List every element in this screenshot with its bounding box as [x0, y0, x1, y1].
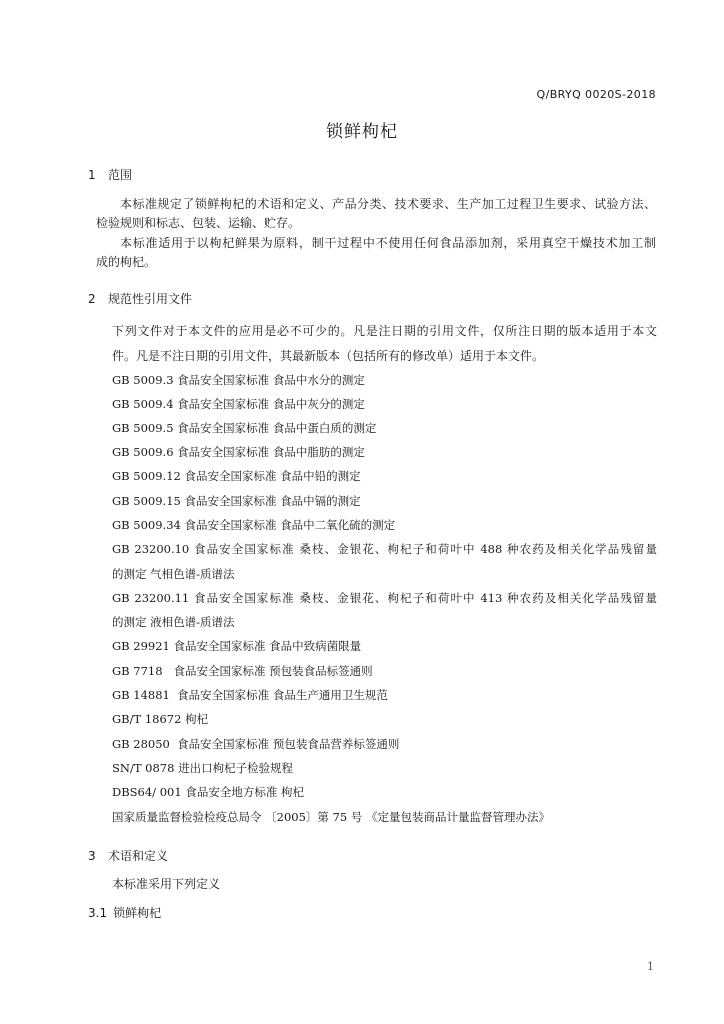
subsection-3-1-title: 锁鲜枸杞: [113, 906, 162, 920]
reference-item: GB 7718 食品安全国家标准 预包装食品标签通则: [112, 664, 373, 678]
reference-item: GB 28050 食品安全国家标准 预包装食品营养标签通则: [112, 737, 400, 751]
subsection-3-1-heading: [88, 904, 161, 921]
reference-item: GB 5009.5 食品安全国家标准 食品中蛋白质的测定: [112, 421, 377, 435]
reference-item: GB 5009.6 食品安全国家标准 食品中脂肪的测定: [112, 445, 365, 459]
scope-paragraph-1-line-2: 检验规则和标志、包装、运输、贮存。: [96, 216, 301, 230]
section-2-number: 2: [88, 291, 96, 306]
reference-item: GB 23200.10 食品安全国家标准 桑枝、金银花、枸杞子和荷叶中 488 种农药及相关化学品残留量: [112, 542, 657, 556]
scope-paragraph-1-line-1: 本标准规定了锁鲜枸杞的术语和定义、产品分类、技术要求、生产加工过程卫生要求、试验方法、: [120, 197, 656, 211]
section-2-title: 规范性引用文件: [108, 292, 193, 306]
definitions-intro: 本标准采用下列定义: [112, 877, 221, 891]
references-intro-line-1: 下列文件对于本文件的应用是必不可少的。凡是注日期的引用文件，仅所注日期的版本适用于本文: [112, 324, 657, 338]
section-1-number: 1: [88, 167, 96, 182]
section-1-title: 范围: [108, 168, 133, 182]
scope-paragraph-2-line-1: 本标准适用于以枸杞鲜果为原料，制干过程中不使用任何食品添加剂，采用真空干燥技术加工制: [120, 236, 656, 250]
section-3-number: 3: [88, 848, 96, 863]
reference-item: GB 14881 食品安全国家标准 食品生产通用卫生规范: [112, 688, 388, 702]
reference-item-continued: 的测定 液相色谱-质谱法: [112, 615, 235, 629]
subsection-3-1-number: 3.1: [88, 905, 108, 920]
document-title: 锁鲜枸杞: [326, 122, 398, 142]
reference-item: SN/T 0878 进出口枸杞子检验规程: [112, 761, 294, 775]
reference-item: GB 5009.3 食品安全国家标准 食品中水分的测定: [112, 373, 365, 387]
reference-item: 国家质量监督检验检疫总局令 〔2005〕第 75 号 《定量包装商品计量监督管理办法》: [112, 810, 551, 824]
section-3-heading: [88, 847, 168, 864]
section-2-heading: [88, 290, 192, 307]
reference-item: GB 23200.11 食品安全国家标准 桑枝、金银花、枸杞子和荷叶中 413 种农药及相关化学品残留量: [112, 591, 657, 605]
standard-code: Q/BRYQ 0020S-2018: [536, 88, 656, 101]
page-number: 1: [647, 960, 654, 973]
reference-item: DBS64/ 001 食品安全地方标准 枸杞: [112, 785, 304, 799]
reference-item: GB 29921 食品安全国家标准 食品中致病菌限量: [112, 639, 362, 653]
reference-item: GB 5009.15 食品安全国家标准 食品中镉的测定: [112, 494, 361, 508]
scope-paragraph-2-line-2: 成的枸杞。: [96, 255, 157, 269]
reference-item: GB 5009.12 食品安全国家标准 食品中铅的测定: [112, 469, 361, 483]
section-1-heading: [88, 166, 132, 183]
section-3-title: 术语和定义: [108, 849, 169, 863]
reference-item: GB 5009.4 食品安全国家标准 食品中灰分的测定: [112, 397, 365, 411]
references-intro-line-2: 件。凡是不注日期的引用文件，其最新版本（包括所有的修改单）适用于本文件。: [112, 349, 545, 363]
reference-item: GB 5009.34 食品安全国家标准 食品中二氧化硫的测定: [112, 518, 396, 532]
reference-item: GB/T 18672 枸杞: [112, 712, 209, 726]
reference-item-continued: 的测定 气相色谱-质谱法: [112, 567, 235, 581]
